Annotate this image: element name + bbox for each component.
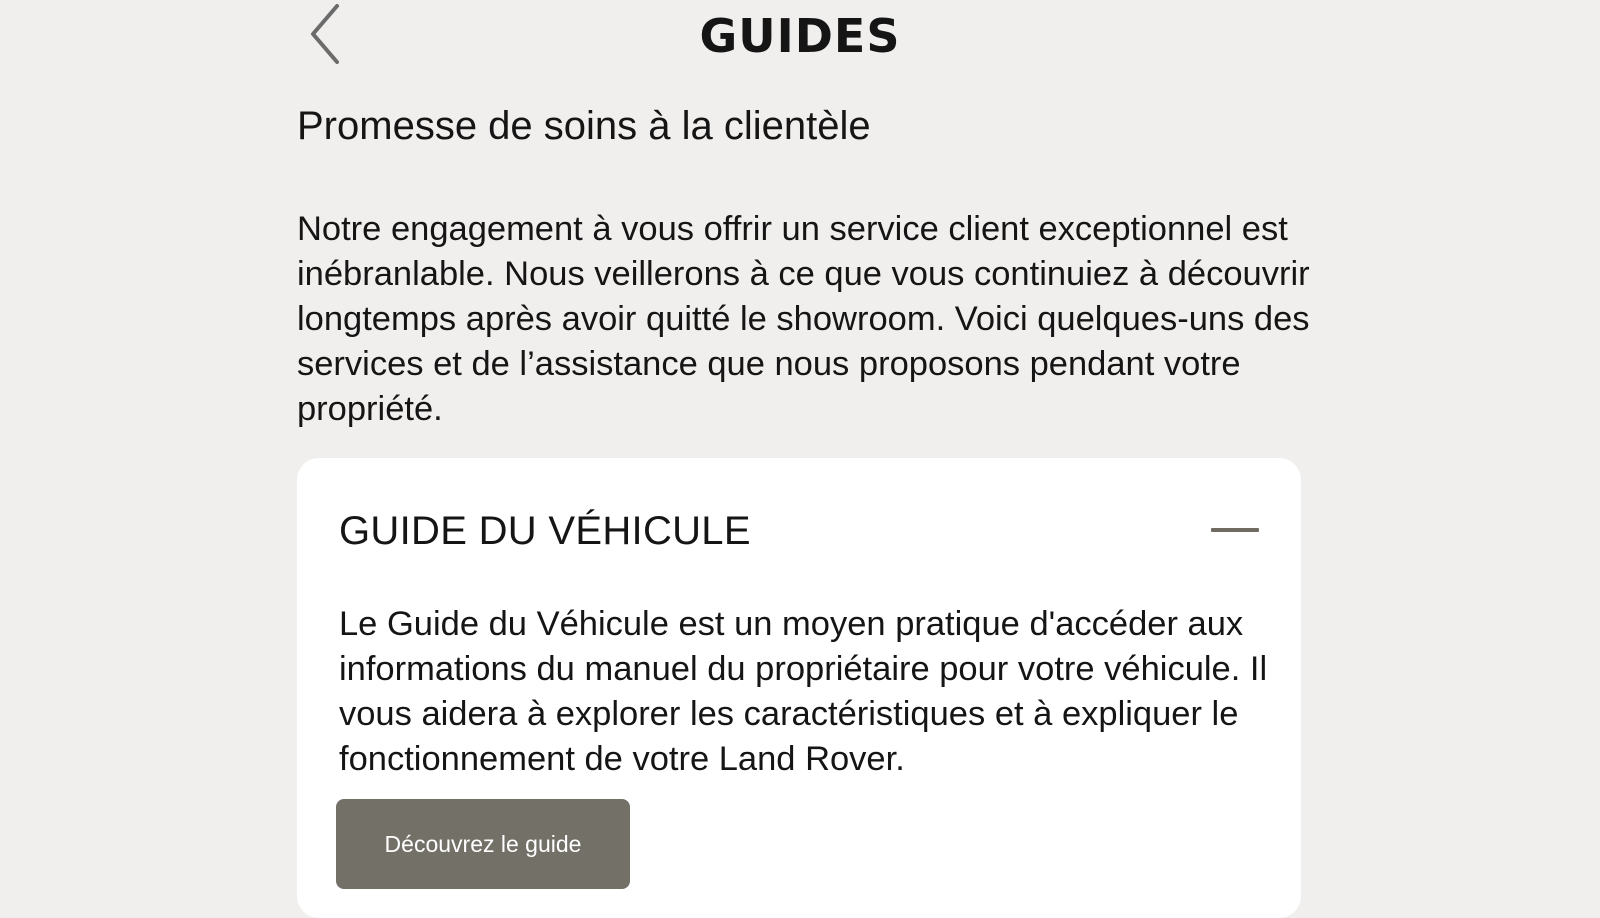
intro-paragraph: Notre engagement à vous offrir un service client exceptionnel est inébranlable. Nous veillerons à ce que vous continuiez à découvrir longtemps après avoir quitté le showroom. Voici quelques-uns des services et de l’assistance que nous proposons pendant votre propriété. — [297, 210, 1310, 428]
vehicle-guide-card — [297, 458, 1301, 918]
card-title: GUIDE DU VÉHICULE — [339, 509, 751, 553]
page-title: GUIDES — [699, 9, 901, 63]
discover-guide-button[interactable]: Découvrez le guide — [336, 799, 630, 889]
section-title: Promesse de soins à la clientèle — [297, 104, 871, 148]
card-description: Le Guide du Véhicule est un moyen pratique d'accéder aux informations du manuel du propriétaire pour votre véhicule. Il vous aidera à explorer les caractéristiques et à expliquer le fonctionnement de votre Land Rover. — [339, 605, 1268, 778]
minus-icon[interactable] — [1211, 528, 1259, 532]
